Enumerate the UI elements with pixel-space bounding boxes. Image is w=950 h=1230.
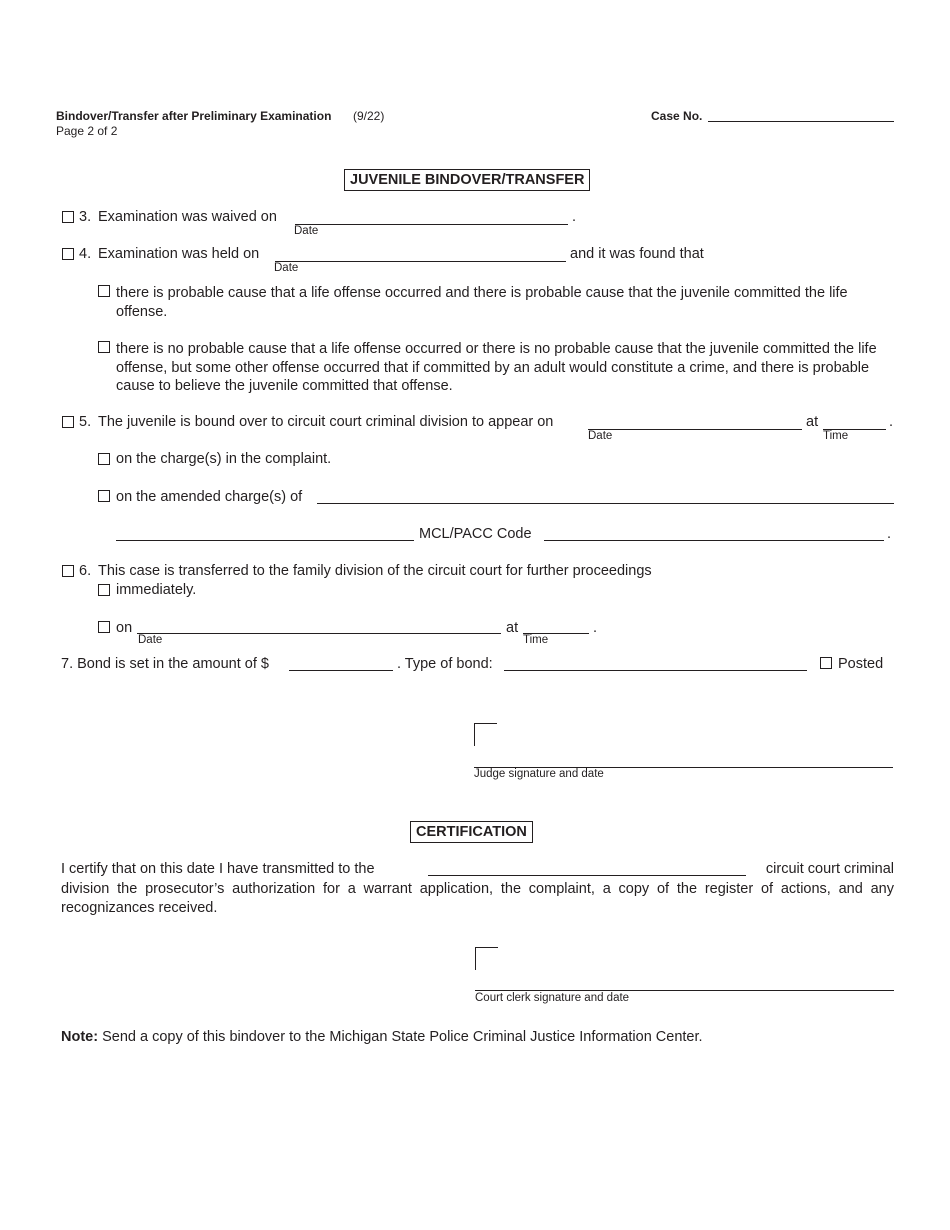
item6-at: at <box>506 620 519 636</box>
item5-option-a-checkbox[interactable] <box>98 453 110 465</box>
circuit-court-field[interactable] <box>428 875 746 876</box>
item3-end: . <box>572 209 577 225</box>
item5-date-label: Date <box>588 430 613 442</box>
certification-text-start: I certify that on this date I have transmitted to the <box>61 861 375 877</box>
item5-text: The juvenile is bound over to circuit court criminal division to appear on <box>98 414 554 430</box>
bond-amount-label: 7. Bond is set in the amount of $ <box>61 656 269 672</box>
item6-end: . <box>593 620 598 636</box>
amended-charges-field[interactable] <box>317 503 894 504</box>
item6-time-label: Time <box>523 634 549 646</box>
item6-number: 6. <box>79 563 92 579</box>
item6-date-field[interactable] <box>137 633 501 634</box>
item6-option-a-text: immediately. <box>116 582 197 598</box>
item4-option-b-checkbox[interactable] <box>98 341 110 353</box>
mcl-pacc-field[interactable] <box>544 540 884 541</box>
clerk-signature-corner <box>475 947 498 970</box>
clerk-signature-label: Court clerk signature and date <box>475 992 630 1004</box>
juvenile-section-title: JUVENILE BINDOVER/TRANSFER <box>344 169 590 191</box>
note <box>61 1029 703 1046</box>
item5-at: at <box>806 414 819 430</box>
case-no-field[interactable] <box>708 121 894 122</box>
form-version: (9/22) <box>353 109 385 123</box>
form-title: Bindover/Transfer after Preliminary Examination <box>56 109 332 123</box>
case-no-label: Case No. <box>651 109 703 123</box>
item3-text: Examination was waived on <box>98 209 277 225</box>
item6-text: This case is transferred to the family division of the circuit court for further proceedings <box>98 563 652 579</box>
item6-option-b-checkbox[interactable] <box>98 621 110 633</box>
item3-date-label: Date <box>294 225 319 237</box>
item3-checkbox[interactable] <box>62 211 74 223</box>
bond-type-label: . Type of bond: <box>397 656 493 672</box>
item5-option-a-text: on the charge(s) in the complaint. <box>116 451 332 467</box>
item5-number: 5. <box>79 414 92 430</box>
item4-option-b-text: there is no probable cause that a life offense occurred or there is no probable cause that the juvenile committed the life offense, but some other offense occurred that if committed by an adult would constitute a crime, and there is probable cause to believe the juvenile committed that offense. <box>116 341 877 394</box>
item6-option-b-text: on <box>116 620 133 636</box>
item5-option-b-text: on the amended charge(s) of <box>116 489 303 505</box>
judge-signature-label: Judge signature and date <box>474 768 604 780</box>
item5-time-label: Time <box>823 430 849 442</box>
item6-option-a-checkbox[interactable] <box>98 584 110 596</box>
item5-date-field[interactable] <box>588 429 802 430</box>
item6-checkbox[interactable] <box>62 565 74 577</box>
amended-charges-field-2[interactable] <box>116 540 414 541</box>
item4-date-label: Date <box>274 262 299 274</box>
certification-text-after: circuit court criminal <box>765 861 894 877</box>
page-number: Page 2 of 2 <box>56 124 118 138</box>
item4-date-field[interactable] <box>275 261 566 262</box>
mcl-pacc-label: MCL/PACC Code <box>419 526 532 542</box>
judge-signature-corner <box>474 723 497 746</box>
item4-option-a-checkbox[interactable] <box>98 285 110 297</box>
item3-number: 3. <box>79 209 92 225</box>
note-text: Send a copy of this bindover to the Michigan State Police Criminal Justice Information Center. <box>102 1029 703 1045</box>
item5-checkbox[interactable] <box>62 416 74 428</box>
certification-title: CERTIFICATION <box>410 821 533 843</box>
bond-amount-field[interactable] <box>289 670 393 671</box>
bond-type-field[interactable] <box>504 670 807 671</box>
item4-option-a-text: there is probable cause that a life offense occurred and there is probable cause that the juvenile committed the life offense. <box>116 285 848 320</box>
item4-text: Examination was held on <box>98 246 260 262</box>
item4-number: 4. <box>79 246 92 262</box>
item4-suffix: and it was found that <box>570 246 704 262</box>
posted-checkbox[interactable] <box>820 657 832 669</box>
item5-option-b-checkbox[interactable] <box>98 490 110 502</box>
mcl-pacc-end: . <box>887 526 892 542</box>
posted-label: Posted <box>838 656 884 672</box>
note-label: Note: <box>61 1029 99 1045</box>
item6-date-label: Date <box>138 634 163 646</box>
certification-text-rest: division the prosecutor’s authorization for a warrant application, the complaint, a copy of the register of actions, and any recognizances received. <box>61 881 894 916</box>
item3-date-field[interactable] <box>295 224 568 225</box>
item4-checkbox[interactable] <box>62 248 74 260</box>
item5-end: . <box>889 414 894 430</box>
clerk-signature-field[interactable] <box>475 990 894 991</box>
